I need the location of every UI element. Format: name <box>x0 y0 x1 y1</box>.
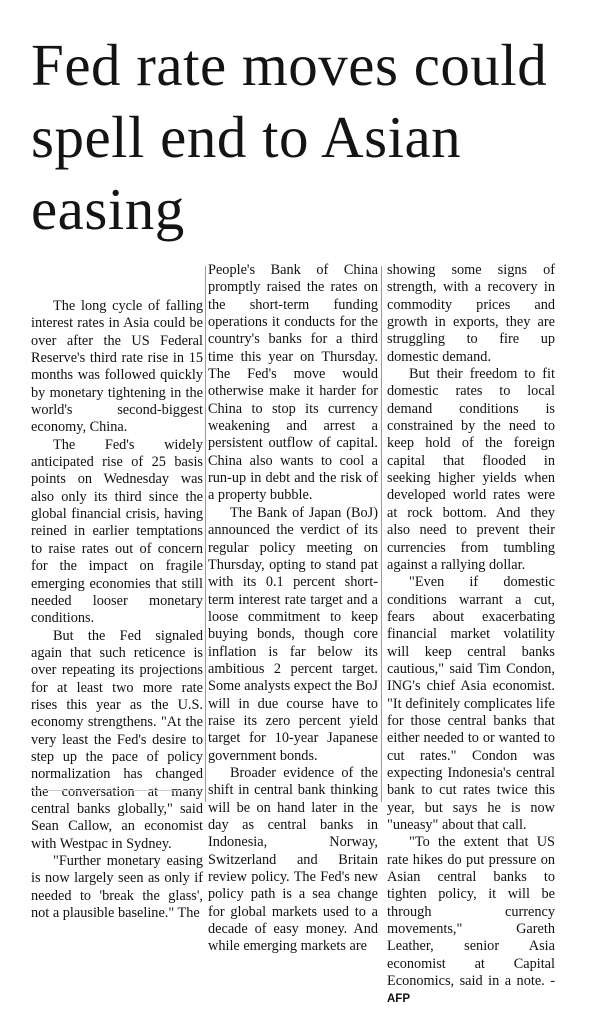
body-paragraph: "Further monetary easing is now largely seen as only if needed to 'break the glass', not a plausible baseline." The <box>31 853 203 922</box>
body-paragraph-final <box>387 834 555 1008</box>
body-paragraph: But their freedom to fit domestic rates to local demand conditions is constrained by the need to keep hold of the foreign capital that flooded in seeking higher yields when developed world rates were at rock bottom. And they also need to prevent their currencies from tumbling against a rallying dollar. <box>387 366 555 573</box>
body-paragraph: But the Fed signaled again that such reticence is over repeating its projections for at least two more rate rises this year as the U.S. economy strengthens. "At the very least the Fed's desire to step up the pace of policy normalization has changed the conversation at many central banks globally," said Sean Callow, an economist with Westpac in Sydney. <box>31 627 203 852</box>
column-divider <box>381 266 382 802</box>
article-column-1 <box>31 298 203 922</box>
bottom-rule <box>31 790 201 791</box>
body-paragraph: Broader evidence of the shift in central bank thinking will be on hand later in the day as central banks in Indonesia, Norway, Switzerland and Britain review policy. The Fed's new policy path is a sea change for global markets used to a decade of easy money. And while emerging markets are <box>208 764 378 955</box>
article-column-2 <box>208 262 378 955</box>
agency-credit: AFP <box>387 993 410 1006</box>
article-headline: Fed rate moves could spell end to Asian easing <box>31 32 548 242</box>
body-paragraph: The Bank of Japan (BoJ) announced the verdict of its regular policy meeting on Thursday, opting to stand pat with its 0.1 percent short-term interest rate target and a loose commitment to keep buying bonds, though core inflation is far below its ambitious 2 percent target. Some analysts expect the BoJ will in due course have to raise its zero percent yield target for 10-year Japanese government bonds. <box>208 504 378 764</box>
column-divider <box>205 266 206 802</box>
body-paragraph-continued: showing some signs of strength, with a recovery in commodity prices and growth in exports, they are struggling to fire up domestic demand. <box>387 262 555 365</box>
body-paragraph-continued: People's Bank of China promptly raised the rates on the short-term funding operations it conducts for the country's banks for a third time this year on Thursday. The Fed's move would otherwise make it harder for China to stop its currency weakening and arrest a persistent outflow of capital. China also wants to cool a run-up in debt and the risk of a property bubble. <box>208 262 378 504</box>
final-paragraph-text: "To the extent that US rate hikes do put pressure on Asian central banks to tighten policy, it will be through currency movements," Gareth Leather, senior Asia economist at Capital Economics, said in a note. - <box>387 834 555 990</box>
article-column-3 <box>387 262 555 1006</box>
body-paragraph: "Even if domestic conditions warrant a cut, fears about exacerbating financial market volatility will keep central banks cautious," said Tim Condon, ING's chief Asia economist. "It definitely complicates life for those central banks that either needed to or wanted to cut rates." Condon was expecting Indonesia's central bank to cut rates twice this year, but says he is now "uneasy" about that call. <box>387 574 555 833</box>
body-paragraph: The long cycle of falling interest rates in Asia could be over after the US Federal Reserve's third rate rise in 15 months was followed quickly by monetary tightening in the world's second-biggest economy, China. <box>31 298 203 436</box>
body-paragraph: The Fed's widely anticipated rise of 25 basis points on Wednesday was also only its third since the global financial crisis, having reined in earlier temptations to raise rates out of concern for the impact on fragile emerging economies that still needed looser monetary conditions. <box>31 436 203 627</box>
